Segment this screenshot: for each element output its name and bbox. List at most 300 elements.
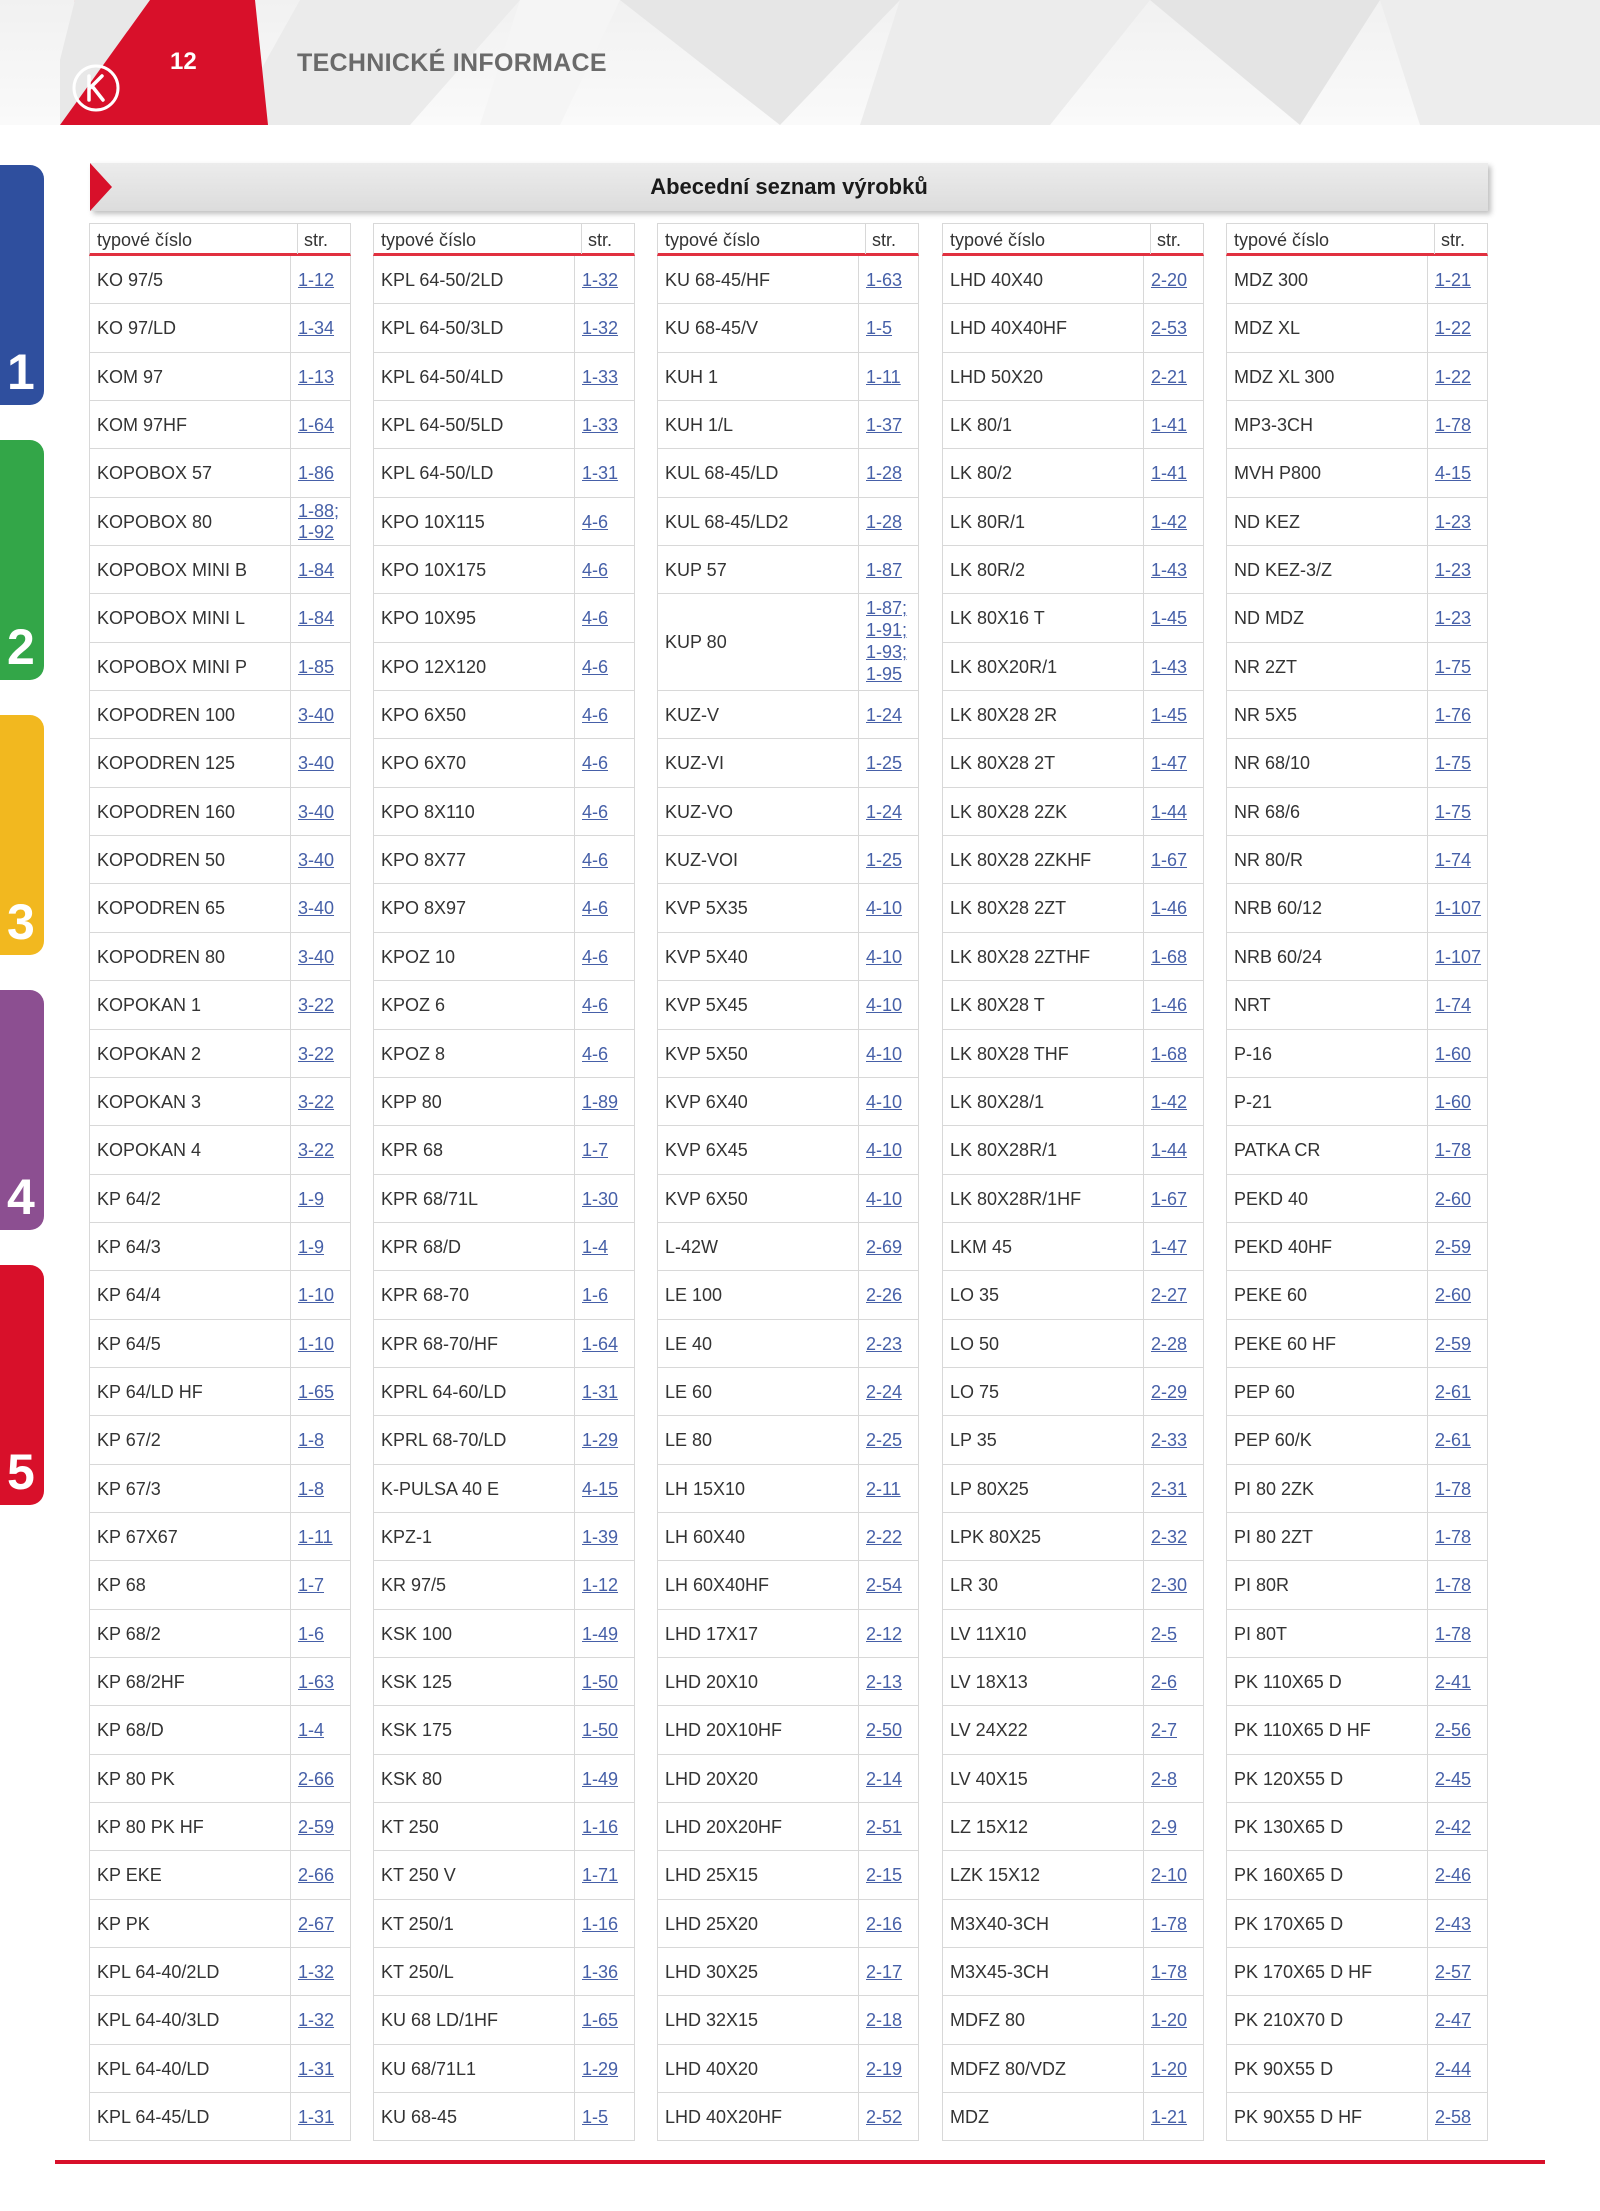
index-column-1 bbox=[89, 223, 351, 2141]
page-link[interactable]: 3-22 bbox=[298, 1140, 335, 1161]
page-cell bbox=[1427, 1368, 1487, 1415]
page-cell bbox=[1427, 933, 1487, 980]
product-code: KU 68-45 bbox=[381, 2107, 458, 2128]
page-cell bbox=[574, 1658, 634, 1705]
page-link[interactable]: 4-6 bbox=[582, 753, 609, 774]
header-decoration bbox=[0, 0, 1600, 125]
page-link[interactable]: 3-22 bbox=[298, 1091, 335, 1112]
page-link[interactable]: 2-47 bbox=[1435, 2010, 1472, 2031]
page-link[interactable]: 1-32 bbox=[298, 2010, 335, 2031]
product-code: KP 80 PK bbox=[97, 1768, 175, 1789]
table-row bbox=[89, 353, 351, 401]
page-link[interactable]: 2-7 bbox=[1151, 1720, 1178, 1741]
page-link[interactable]: 1-12 bbox=[582, 1575, 619, 1596]
page-cell bbox=[1427, 1996, 1487, 2043]
page-link[interactable]: 4-6 bbox=[582, 995, 609, 1016]
product-code: LK 80R/1 bbox=[950, 511, 1026, 532]
page-link[interactable]: 2-17 bbox=[866, 1962, 903, 1983]
page-link[interactable]: 1-12 bbox=[298, 270, 335, 290]
page-link[interactable]: 1-23 bbox=[1435, 511, 1472, 532]
page-link[interactable]: 2-23 bbox=[866, 1333, 903, 1354]
product-code: KP 68/D bbox=[97, 1720, 164, 1741]
table-row bbox=[657, 1948, 919, 1996]
product-code: PK 110X65 D HF bbox=[1234, 1720, 1371, 1741]
page-link[interactable]: 1-9 bbox=[298, 1236, 325, 1257]
page-link[interactable]: 2-27 bbox=[1151, 1285, 1188, 1306]
page-link[interactable]: 1-87; 1-91; 1-93; 1-95 bbox=[866, 598, 908, 685]
page-link[interactable]: 1-28 bbox=[866, 463, 903, 484]
page-link[interactable]: 4-10 bbox=[866, 1140, 903, 1161]
page-cell bbox=[858, 1368, 918, 1415]
page-link[interactable]: 1-74 bbox=[1435, 850, 1472, 871]
table-row bbox=[1226, 1223, 1488, 1271]
page-link[interactable]: 1-31 bbox=[298, 2107, 335, 2128]
page-link[interactable]: 1-9 bbox=[298, 1188, 325, 1209]
page-link[interactable]: 1-47 bbox=[1151, 753, 1188, 774]
page-link[interactable]: 4-6 bbox=[582, 608, 609, 629]
product-code: ND KEZ bbox=[1234, 511, 1301, 532]
page-link[interactable]: 4-6 bbox=[582, 1043, 609, 1064]
table-row bbox=[373, 1948, 635, 1996]
page-link[interactable]: 2-53 bbox=[1151, 318, 1188, 339]
page-cell bbox=[1427, 1513, 1487, 1560]
page-link[interactable]: 1-4 bbox=[582, 1236, 609, 1257]
page-link[interactable]: 1-49 bbox=[582, 1768, 619, 1789]
page-cell bbox=[574, 1126, 634, 1173]
table-row bbox=[942, 1755, 1204, 1803]
page-link[interactable]: 2-41 bbox=[1435, 1671, 1472, 1692]
page-link[interactable]: 4-6 bbox=[582, 801, 609, 822]
page-link[interactable]: 1-78 bbox=[1151, 1913, 1188, 1934]
page-link[interactable]: 2-59 bbox=[1435, 1236, 1472, 1257]
page-link[interactable]: 1-7 bbox=[582, 1140, 609, 1161]
page-link[interactable]: 1-13 bbox=[298, 366, 335, 387]
page-cell bbox=[1427, 449, 1487, 496]
page-link[interactable]: 1-28 bbox=[866, 511, 903, 532]
product-code: KT 250 bbox=[381, 1817, 439, 1837]
page-link[interactable]: 2-42 bbox=[1435, 1817, 1472, 1837]
page-link[interactable]: 1-23 bbox=[1435, 608, 1472, 629]
page-link[interactable]: 2-5 bbox=[1151, 1623, 1178, 1644]
page-link[interactable]: 2-67 bbox=[298, 1913, 335, 1934]
table-row bbox=[942, 2093, 1204, 2141]
page-link[interactable]: 1-68 bbox=[1151, 1043, 1188, 1064]
page-link[interactable]: 4-6 bbox=[582, 656, 609, 677]
page-link[interactable]: 1-84 bbox=[298, 560, 335, 581]
page-link[interactable]: 2-66 bbox=[298, 1865, 335, 1886]
page-link[interactable]: 2-31 bbox=[1151, 1478, 1188, 1499]
table-row bbox=[942, 449, 1204, 497]
page-link[interactable]: 2-52 bbox=[866, 2107, 903, 2128]
page-link[interactable]: 1-20 bbox=[1151, 2010, 1188, 2031]
product-code: KOPODREN 80 bbox=[97, 946, 226, 967]
page-link[interactable]: 1-25 bbox=[866, 753, 903, 774]
page-link[interactable]: 1-24 bbox=[866, 705, 903, 726]
page-cell bbox=[1427, 304, 1487, 351]
product-code: LO 35 bbox=[950, 1285, 1000, 1306]
page-link[interactable]: 1-21 bbox=[1151, 2107, 1188, 2128]
page-link[interactable]: 1-10 bbox=[298, 1285, 335, 1306]
page-cell bbox=[1427, 1030, 1487, 1077]
banner-title: Abecední seznam výrobků bbox=[650, 174, 928, 199]
page-link[interactable]: 1-84 bbox=[298, 608, 335, 629]
product-code: KOPOBOX 57 bbox=[97, 463, 213, 484]
product-code: LK 80X28 THF bbox=[950, 1043, 1069, 1064]
page-link[interactable]: 4-15 bbox=[1435, 463, 1472, 484]
footer-rule bbox=[55, 2160, 1545, 2164]
page-link[interactable]: 2-14 bbox=[866, 1768, 903, 1789]
product-code: PK 170X65 D HF bbox=[1234, 1962, 1373, 1983]
page-link[interactable]: 1-11 bbox=[298, 1526, 333, 1547]
page-link[interactable]: 2-50 bbox=[866, 1720, 903, 1741]
page-cell bbox=[858, 981, 918, 1028]
column-header bbox=[373, 223, 635, 256]
page-link[interactable]: 2-59 bbox=[1435, 1333, 1472, 1354]
page-link[interactable]: 1-33 bbox=[582, 366, 619, 387]
page-link[interactable]: 1-87 bbox=[866, 560, 903, 581]
page-link[interactable]: 2-13 bbox=[866, 1671, 903, 1692]
chapter-tab-1[interactable] bbox=[0, 165, 44, 405]
header-type-label: typové číslo bbox=[1234, 230, 1330, 250]
page-link[interactable]: 4-15 bbox=[582, 1478, 619, 1499]
page-cell bbox=[290, 1126, 350, 1173]
page-link[interactable]: 1-78 bbox=[1435, 415, 1472, 436]
page-link[interactable]: 1-16 bbox=[582, 1817, 619, 1837]
page-link[interactable]: 2-9 bbox=[1151, 1817, 1178, 1837]
page-link[interactable]: 1-46 bbox=[1151, 898, 1188, 919]
page-link[interactable]: 2-59 bbox=[298, 1817, 335, 1837]
page-link[interactable]: 2-32 bbox=[1151, 1526, 1188, 1547]
table-row bbox=[373, 546, 635, 594]
page-cell bbox=[290, 353, 350, 400]
table-row bbox=[89, 788, 351, 836]
page-link[interactable]: 1-86 bbox=[298, 463, 335, 484]
page-link[interactable]: 4-10 bbox=[866, 995, 903, 1016]
page-link[interactable]: 1-29 bbox=[582, 2058, 619, 2079]
page-link[interactable]: 2-6 bbox=[1151, 1671, 1178, 1692]
page-cell bbox=[1143, 1755, 1203, 1802]
product-code: KUP 80 bbox=[665, 632, 727, 653]
page-cell bbox=[1143, 643, 1203, 690]
page-link[interactable]: 1-21 bbox=[1435, 270, 1472, 290]
page-link[interactable]: 1-43 bbox=[1151, 560, 1188, 581]
page-link[interactable]: 2-26 bbox=[866, 1285, 903, 1306]
page-cell bbox=[290, 1900, 350, 1947]
page-link[interactable]: 1-71 bbox=[582, 1865, 619, 1886]
page-cell bbox=[290, 2093, 350, 2140]
page-link[interactable]: 1-6 bbox=[298, 1623, 325, 1644]
page-link[interactable]: 1-78 bbox=[1151, 1962, 1188, 1983]
page-cell bbox=[1143, 256, 1203, 303]
page-link[interactable]: 1-20 bbox=[1151, 2058, 1188, 2079]
table-row bbox=[89, 401, 351, 449]
page-link[interactable]: 1-6 bbox=[582, 1285, 609, 1306]
page-link[interactable]: 1-67 bbox=[1151, 1188, 1188, 1209]
page-link[interactable]: 2-18 bbox=[866, 2010, 903, 2031]
page-link[interactable]: 1-31 bbox=[582, 463, 619, 484]
product-code: LPK 80X25 bbox=[950, 1526, 1042, 1547]
page-link[interactable]: 2-19 bbox=[866, 2058, 903, 2079]
product-code: KPRL 64-60/LD bbox=[381, 1381, 507, 1402]
page-link[interactable]: 1-16 bbox=[582, 1913, 619, 1934]
page-cell bbox=[1143, 739, 1203, 786]
page-link[interactable]: 1-22 bbox=[1435, 318, 1472, 339]
page-link[interactable]: 2-45 bbox=[1435, 1768, 1472, 1789]
page-link[interactable]: 4-6 bbox=[582, 898, 609, 919]
page-cell bbox=[858, 836, 918, 883]
page-link[interactable]: 2-58 bbox=[1435, 2107, 1472, 2128]
page-link[interactable]: 1-5 bbox=[582, 2107, 609, 2128]
table-row bbox=[89, 1706, 351, 1754]
table-row bbox=[89, 1900, 351, 1948]
page-link[interactable]: 4-10 bbox=[866, 1043, 903, 1064]
page-link[interactable]: 2-46 bbox=[1435, 1865, 1472, 1886]
page-link[interactable]: 1-65 bbox=[582, 2010, 619, 2031]
product-code: KUP 57 bbox=[665, 560, 727, 581]
page-link[interactable]: 4-6 bbox=[582, 511, 609, 532]
page-link[interactable]: 2-8 bbox=[1151, 1768, 1178, 1789]
page-link[interactable]: 1-29 bbox=[582, 1430, 619, 1451]
page-link[interactable]: 1-60 bbox=[1435, 1091, 1472, 1112]
page-link[interactable]: 1-85 bbox=[298, 656, 335, 677]
page-link[interactable]: 4-6 bbox=[582, 946, 609, 967]
table-row bbox=[89, 691, 351, 739]
page-cell bbox=[574, 981, 634, 1028]
page-link[interactable]: 1-22 bbox=[1435, 366, 1472, 387]
page-link[interactable]: 1-89 bbox=[582, 1091, 619, 1112]
table-row bbox=[1226, 739, 1488, 787]
page-link[interactable]: 2-15 bbox=[866, 1865, 903, 1886]
page-cell bbox=[1143, 1223, 1203, 1270]
page-link[interactable]: 4-10 bbox=[866, 1091, 903, 1112]
table-row bbox=[89, 1465, 351, 1513]
page-link[interactable]: 2-30 bbox=[1151, 1575, 1188, 1596]
page-link[interactable]: 3-40 bbox=[298, 801, 335, 822]
page-link[interactable]: 2-16 bbox=[866, 1913, 903, 1934]
product-code: NRB 60/24 bbox=[1234, 946, 1323, 967]
page-link[interactable]: 2-11 bbox=[866, 1478, 901, 1499]
page-link[interactable]: 1-43 bbox=[1151, 656, 1188, 677]
page-link[interactable]: 1-46 bbox=[1151, 995, 1188, 1016]
page-link[interactable]: 2-10 bbox=[1151, 1865, 1188, 1886]
page-link[interactable]: 2-24 bbox=[866, 1381, 903, 1402]
page-cell bbox=[290, 1271, 350, 1318]
page-link[interactable]: 1-63 bbox=[866, 270, 903, 290]
page-link[interactable]: 1-64 bbox=[582, 1333, 619, 1354]
page-link[interactable]: 2-51 bbox=[866, 1817, 903, 1837]
page-link[interactable]: 2-57 bbox=[1435, 1962, 1472, 1983]
product-code: KP 64/LD HF bbox=[97, 1381, 203, 1402]
page-link[interactable]: 1-47 bbox=[1151, 1236, 1188, 1257]
page-link[interactable]: 1-32 bbox=[582, 270, 619, 290]
page-cell bbox=[858, 353, 918, 400]
page-link[interactable]: 1-42 bbox=[1151, 511, 1188, 532]
table-row bbox=[373, 643, 635, 691]
table-row bbox=[89, 1126, 351, 1174]
page-link[interactable]: 1-65 bbox=[298, 1381, 335, 1402]
page-link[interactable]: 3-22 bbox=[298, 1043, 335, 1064]
page-cell bbox=[858, 1900, 918, 1947]
page-link[interactable]: 2-29 bbox=[1151, 1381, 1188, 1402]
page-link[interactable]: 3-40 bbox=[298, 753, 335, 774]
page-link[interactable]: 1-25 bbox=[866, 850, 903, 871]
page-link[interactable]: 1-42 bbox=[1151, 1091, 1188, 1112]
page-link[interactable]: 1-36 bbox=[582, 1962, 619, 1983]
page-link[interactable]: 2-69 bbox=[866, 1236, 903, 1257]
product-code: KSK 125 bbox=[381, 1671, 453, 1692]
page-link[interactable]: 4-10 bbox=[866, 946, 903, 967]
page-link[interactable]: 2-44 bbox=[1435, 2058, 1472, 2079]
page-link[interactable]: 1-23 bbox=[1435, 560, 1472, 581]
page-cell bbox=[574, 594, 634, 641]
page-link[interactable]: 3-40 bbox=[298, 850, 335, 871]
page-cell bbox=[1427, 739, 1487, 786]
product-code: MDZ XL bbox=[1234, 318, 1301, 339]
page-link[interactable]: 1-107 bbox=[1435, 946, 1482, 967]
page-link[interactable]: 4-6 bbox=[582, 560, 609, 581]
page-link[interactable]: 1-31 bbox=[298, 2058, 335, 2079]
page-link[interactable]: 2-12 bbox=[866, 1623, 903, 1644]
page-link[interactable]: 1-41 bbox=[1151, 463, 1188, 484]
page-link[interactable]: 1-88; 1-92 bbox=[298, 500, 340, 542]
page-link[interactable]: 1-64 bbox=[298, 415, 335, 436]
page-link[interactable]: 1-78 bbox=[1435, 1478, 1472, 1499]
page-link[interactable]: 1-75 bbox=[1435, 753, 1472, 774]
page-link[interactable]: 2-56 bbox=[1435, 1720, 1472, 1741]
page-link[interactable]: 1-32 bbox=[298, 1962, 335, 1983]
table-row bbox=[89, 449, 351, 497]
page-link[interactable]: 1-45 bbox=[1151, 608, 1188, 629]
table-row bbox=[657, 981, 919, 1029]
page-link[interactable]: 2-28 bbox=[1151, 1333, 1188, 1354]
page-link[interactable]: 1-8 bbox=[298, 1430, 325, 1451]
page-link[interactable]: 1-68 bbox=[1151, 946, 1188, 967]
product-code: KPO 10X115 bbox=[381, 511, 485, 532]
page-link[interactable]: 2-21 bbox=[1151, 366, 1188, 387]
page-link[interactable]: 1-24 bbox=[866, 801, 903, 822]
page-link[interactable]: 2-22 bbox=[866, 1526, 903, 1547]
chapter-tab-5[interactable] bbox=[0, 1265, 44, 1505]
table-row bbox=[942, 643, 1204, 691]
page-link[interactable]: 1-78 bbox=[1435, 1526, 1472, 1547]
page-link[interactable]: 1-107 bbox=[1435, 898, 1482, 919]
product-code: NRB 60/12 bbox=[1234, 898, 1323, 919]
page-link[interactable]: 4-6 bbox=[582, 705, 609, 726]
page-link[interactable]: 1-4 bbox=[298, 1720, 325, 1741]
page-cell bbox=[290, 1561, 350, 1608]
product-code: PI 80 2ZT bbox=[1234, 1526, 1314, 1547]
product-code: LE 80 bbox=[665, 1430, 713, 1451]
page-link[interactable]: 1-76 bbox=[1435, 705, 1472, 726]
chapter-tab-3[interactable] bbox=[0, 715, 44, 955]
page-link[interactable]: 1-50 bbox=[582, 1671, 619, 1692]
page-link[interactable]: 1-75 bbox=[1435, 801, 1472, 822]
page-link[interactable]: 1-34 bbox=[298, 318, 335, 339]
product-code: P-21 bbox=[1234, 1091, 1273, 1112]
page-link[interactable]: 4-10 bbox=[866, 1188, 903, 1209]
table-row bbox=[373, 353, 635, 401]
page-link[interactable]: 1-31 bbox=[582, 1381, 619, 1402]
page-link[interactable]: 2-61 bbox=[1435, 1430, 1472, 1451]
page-link[interactable]: 1-78 bbox=[1435, 1623, 1472, 1644]
page-link[interactable]: 2-43 bbox=[1435, 1913, 1472, 1934]
table-row bbox=[657, 1320, 919, 1368]
chapter-tab-2[interactable] bbox=[0, 440, 44, 680]
table-row bbox=[89, 1271, 351, 1319]
page-link[interactable]: 1-32 bbox=[582, 318, 619, 339]
page-link[interactable]: 3-22 bbox=[298, 995, 335, 1016]
page-link[interactable]: 1-10 bbox=[298, 1333, 335, 1354]
product-code: M3X40-3CH bbox=[950, 1913, 1050, 1934]
page-link[interactable]: 4-6 bbox=[582, 850, 609, 871]
page-link[interactable]: 1-75 bbox=[1435, 656, 1472, 677]
page-link[interactable]: 1-41 bbox=[1151, 415, 1188, 436]
page-link[interactable]: 1-49 bbox=[582, 1623, 619, 1644]
page-cell bbox=[1143, 691, 1203, 738]
page-link[interactable]: 1-44 bbox=[1151, 1140, 1188, 1161]
page-link[interactable]: 2-33 bbox=[1151, 1430, 1188, 1451]
table-row bbox=[1226, 788, 1488, 836]
page-link[interactable]: 2-20 bbox=[1151, 270, 1188, 290]
page-link[interactable]: 1-8 bbox=[298, 1478, 325, 1499]
table-row bbox=[1226, 1706, 1488, 1754]
page-link[interactable]: 1-11 bbox=[866, 366, 901, 387]
table-row bbox=[657, 1803, 919, 1851]
page-link[interactable]: 1-45 bbox=[1151, 705, 1188, 726]
page-link[interactable]: 1-39 bbox=[582, 1526, 619, 1547]
page-link[interactable]: 2-66 bbox=[298, 1768, 335, 1789]
page-link[interactable]: 3-40 bbox=[298, 898, 335, 919]
page-link[interactable]: 1-37 bbox=[866, 415, 903, 436]
page-link[interactable]: 2-61 bbox=[1435, 1381, 1472, 1402]
table-row bbox=[657, 739, 919, 787]
page-cell bbox=[858, 1416, 918, 1463]
page-link[interactable]: 2-60 bbox=[1435, 1188, 1472, 1209]
page-cell bbox=[858, 2045, 918, 2092]
page-link[interactable]: 1-67 bbox=[1151, 850, 1188, 871]
page-cell bbox=[1143, 933, 1203, 980]
page-link[interactable]: 2-60 bbox=[1435, 1285, 1472, 1306]
page-cell bbox=[858, 739, 918, 786]
page-link[interactable]: 2-25 bbox=[866, 1430, 903, 1451]
page-link[interactable]: 1-44 bbox=[1151, 801, 1188, 822]
page-link[interactable]: 1-5 bbox=[866, 318, 893, 339]
page-link[interactable]: 1-7 bbox=[298, 1575, 325, 1596]
page-cell bbox=[1427, 1465, 1487, 1512]
page-link[interactable]: 3-40 bbox=[298, 946, 335, 967]
table-row bbox=[373, 498, 635, 546]
page-link[interactable]: 4-10 bbox=[866, 898, 903, 919]
page-link[interactable]: 3-40 bbox=[298, 705, 335, 726]
page-link[interactable]: 1-74 bbox=[1435, 995, 1472, 1016]
page-link[interactable]: 1-78 bbox=[1435, 1140, 1472, 1161]
product-code: KUH 1/L bbox=[665, 415, 734, 436]
page-link[interactable]: 1-33 bbox=[582, 415, 619, 436]
page-link[interactable]: 1-30 bbox=[582, 1188, 619, 1209]
table-row bbox=[942, 1320, 1204, 1368]
page-link[interactable]: 2-54 bbox=[866, 1575, 903, 1596]
chapter-tab-4[interactable] bbox=[0, 990, 44, 1230]
product-code: LH 60X40HF bbox=[665, 1575, 770, 1596]
table-row bbox=[1226, 594, 1488, 642]
page-cell bbox=[574, 1851, 634, 1898]
product-code: KPO 8X77 bbox=[381, 850, 467, 871]
page-link[interactable]: 1-63 bbox=[298, 1671, 335, 1692]
page-link[interactable]: 1-50 bbox=[582, 1720, 619, 1741]
page-link[interactable]: 1-60 bbox=[1435, 1043, 1472, 1064]
table-row bbox=[373, 1996, 635, 2044]
page-link[interactable]: 1-78 bbox=[1435, 1575, 1472, 1596]
